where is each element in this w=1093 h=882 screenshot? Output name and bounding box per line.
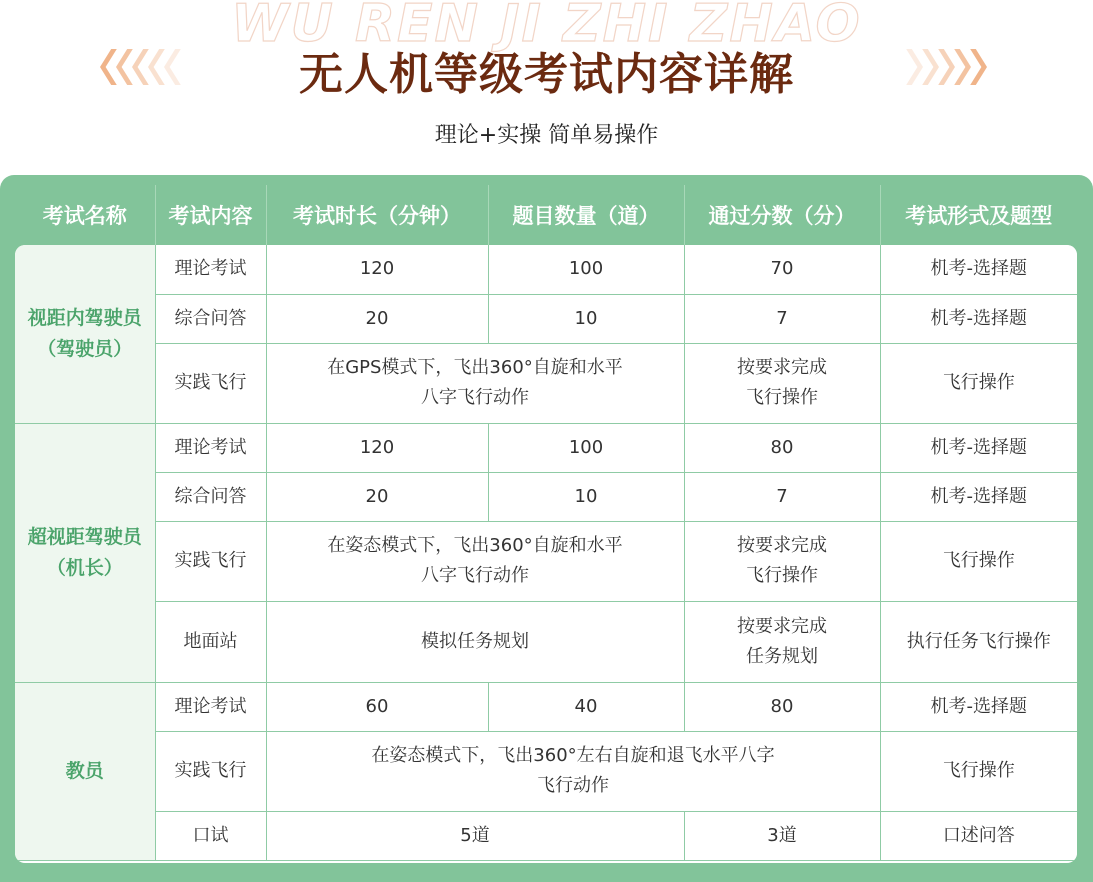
task-line: 在GPS模式下，飞出360°自旋和水平 — [327, 357, 623, 378]
group-name-line: （驾驶员） — [37, 337, 133, 360]
cell-form: 机考-选择题 — [880, 245, 1077, 294]
table-row — [15, 811, 1077, 860]
cell-form: 执行任务飞行操作 — [880, 601, 1077, 682]
cell-content: 综合问答 — [155, 472, 266, 521]
score-line: 飞行操作 — [746, 565, 818, 586]
table-row — [15, 294, 1077, 343]
cell-score — [684, 343, 880, 423]
group-name-line: 超视距驾驶员 — [27, 525, 142, 548]
task-line: 在姿态模式下，飞出360°自旋和水平 — [327, 535, 623, 556]
right-chevrons-decoration — [895, 49, 989, 85]
exam-table-panel — [0, 175, 1093, 882]
cell-count: 100 — [488, 423, 684, 472]
cell-duration: 120 — [266, 423, 488, 472]
table-row — [15, 521, 1077, 601]
table-row — [15, 423, 1077, 472]
group-name-bvlos-pilot — [15, 423, 155, 682]
table-row — [15, 472, 1077, 521]
score-line: 任务规划 — [746, 645, 818, 667]
cell-content: 理论考试 — [155, 245, 266, 294]
cell-task — [266, 343, 684, 423]
cell-score — [684, 521, 880, 601]
col-header-duration: 考试时长（分钟） — [266, 185, 488, 245]
page-subtitle: 理论+实操 简单易操作 — [434, 123, 659, 148]
task-line: 八字飞行动作 — [421, 565, 529, 586]
cell-task — [266, 731, 880, 811]
cell-content: 理论考试 — [155, 682, 266, 731]
group-name-line: 教员 — [65, 759, 104, 782]
cell-count: 10 — [488, 294, 684, 343]
score-line: 按要求完成 — [737, 615, 827, 637]
col-header-question-count: 题目数量（道） — [488, 185, 684, 245]
cell-content: 口试 — [155, 811, 266, 860]
cell-score: 80 — [684, 682, 880, 731]
header-row — [15, 185, 1077, 245]
page-header — [0, 0, 1093, 175]
col-header-exam-content: 考试内容 — [155, 185, 266, 245]
cell-score — [684, 601, 880, 682]
table-body — [15, 245, 1077, 863]
cell-form: 飞行操作 — [880, 343, 1077, 423]
col-header-exam-name: 考试名称 — [42, 204, 127, 228]
group-name-line: （机长） — [46, 556, 123, 579]
cell-form: 机考-选择题 — [880, 423, 1077, 472]
table-row — [15, 245, 1077, 294]
cell-duration: 120 — [266, 245, 488, 294]
table-row — [15, 601, 1077, 682]
cell-content: 综合问答 — [155, 294, 266, 343]
score-line: 飞行操作 — [746, 387, 818, 408]
cell-task — [266, 521, 684, 601]
cell-duration: 60 — [266, 682, 488, 731]
table-header — [15, 185, 1077, 245]
col-header-form: 考试形式及题型 — [880, 185, 1077, 245]
cell-score: 70 — [684, 245, 880, 294]
cell-content: 理论考试 — [155, 423, 266, 472]
group-name-line: 视距内驾驶员 — [27, 306, 142, 329]
col-header-pass-score: 通过分数（分） — [684, 185, 880, 245]
score-line: 按要求完成 — [737, 535, 827, 556]
cell-score: 7 — [684, 294, 880, 343]
cell-count: 10 — [488, 472, 684, 521]
cell-form: 口述问答 — [880, 811, 1077, 860]
group-name-instructor — [15, 682, 155, 860]
task-line: 在姿态模式下，飞出360°左右自旋和退飞水平八字 — [371, 745, 775, 766]
page-title: 无人机等级考试内容详解 — [299, 49, 794, 100]
cell-score: 7 — [684, 472, 880, 521]
cell-content: 地面站 — [155, 601, 266, 682]
task-line: 飞行动作 — [537, 775, 609, 796]
cell-form: 机考-选择题 — [880, 472, 1077, 521]
cell-form: 飞行操作 — [880, 731, 1077, 811]
cell-score: 80 — [684, 423, 880, 472]
cell-form: 机考-选择题 — [880, 682, 1077, 731]
table-row — [15, 731, 1077, 811]
table-row — [15, 343, 1077, 423]
watermark-text: WU REN JI ZHI ZHAO — [231, 0, 862, 54]
cell-content: 实践飞行 — [155, 731, 266, 811]
group-name-vlos-pilot — [15, 245, 155, 423]
table-row — [15, 682, 1077, 731]
task-line: 八字飞行动作 — [421, 387, 529, 408]
cell-count: 100 — [488, 245, 684, 294]
score-line: 按要求完成 — [737, 357, 827, 378]
cell-form: 机考-选择题 — [880, 294, 1077, 343]
cell-form: 飞行操作 — [880, 521, 1077, 601]
cell-duration: 20 — [266, 294, 488, 343]
cell-content: 实践飞行 — [155, 343, 266, 423]
cell-count: 40 — [488, 682, 684, 731]
cell-duration: 5道 — [266, 811, 684, 860]
cell-task: 模拟任务规划 — [266, 601, 684, 682]
cell-duration: 20 — [266, 472, 488, 521]
cell-score: 3道 — [684, 811, 880, 860]
cell-content: 实践飞行 — [155, 521, 266, 601]
